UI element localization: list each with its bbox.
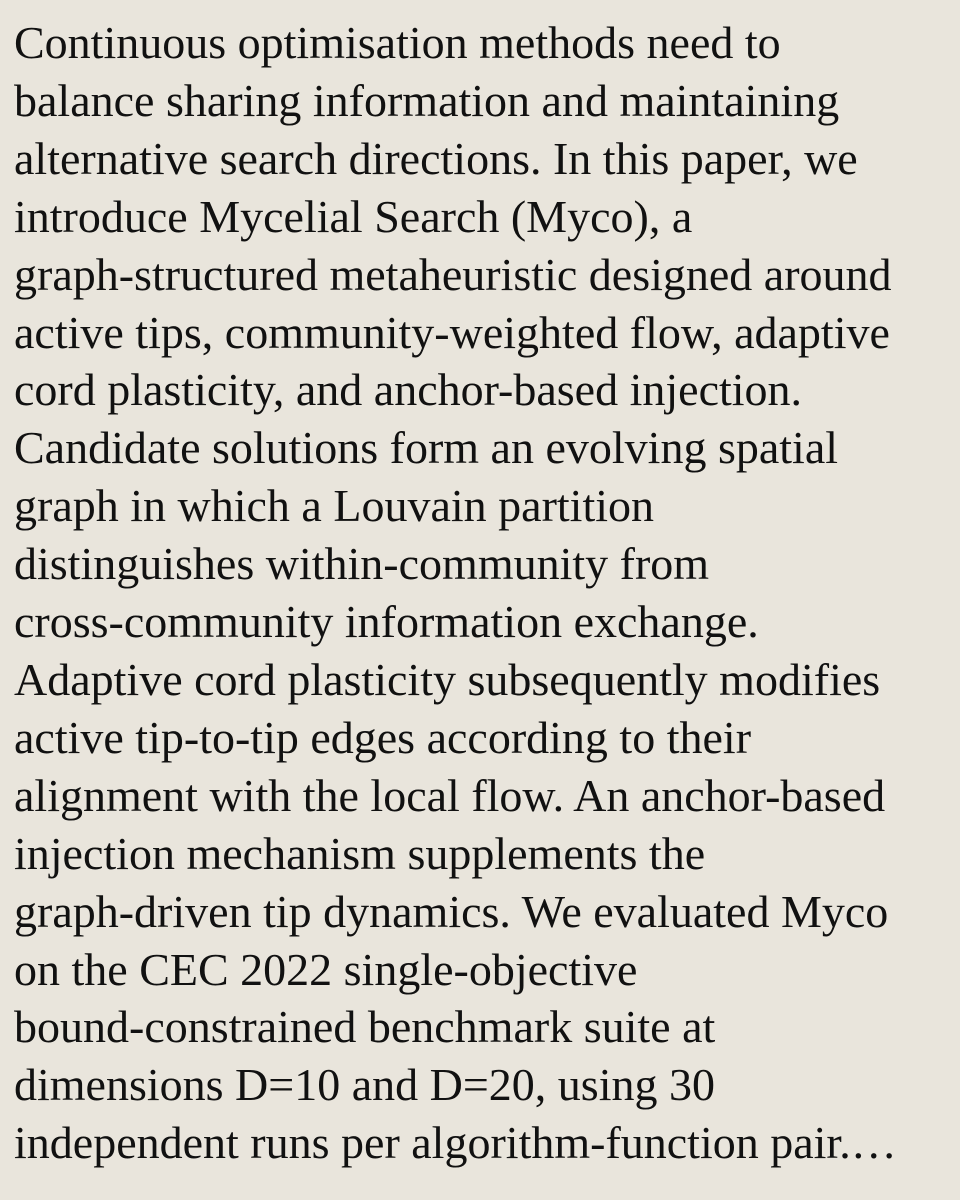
abstract-line: active tip-to-tip edges according to their xyxy=(14,711,752,763)
abstract-line: bound-constrained benchmark suite at xyxy=(14,1001,716,1053)
abstract-text xyxy=(14,14,954,1172)
abstract-line: active tips, community-weighted flow, adaptive xyxy=(14,306,890,358)
abstract-line: graph in which a Louvain partition xyxy=(14,480,655,532)
abstract-line: on the CEC 2022 single-objective xyxy=(14,943,638,995)
abstract-line: independent runs per algorithm-function pair.… xyxy=(14,1117,897,1169)
abstract-line: distinguishes within-community from xyxy=(14,538,710,590)
abstract-line: injection mechanism supplements the xyxy=(14,827,706,879)
abstract-line: dimensions D=10 and D=20, using 30 xyxy=(14,1059,715,1111)
abstract-line: balance sharing information and maintaining xyxy=(14,74,840,126)
abstract-line: cord plasticity, and anchor-based injection. xyxy=(14,364,803,416)
abstract-line: Adaptive cord plasticity subsequently modifies xyxy=(14,653,881,705)
abstract-line: alternative search directions. In this paper, we xyxy=(14,132,858,184)
abstract-line: alignment with the local flow. An anchor-based xyxy=(14,769,886,821)
abstract-line: cross-community information exchange. xyxy=(14,596,759,648)
abstract-line: introduce Mycelial Search (Myco), a xyxy=(14,190,693,242)
abstract-line: Candidate solutions form an evolving spatial xyxy=(14,422,839,474)
abstract-line: Continuous optimisation methods need to xyxy=(14,17,781,68)
abstract-line: graph-driven tip dynamics. We evaluated Myco xyxy=(14,885,889,937)
abstract-line: graph-structured metaheuristic designed around xyxy=(14,248,892,300)
